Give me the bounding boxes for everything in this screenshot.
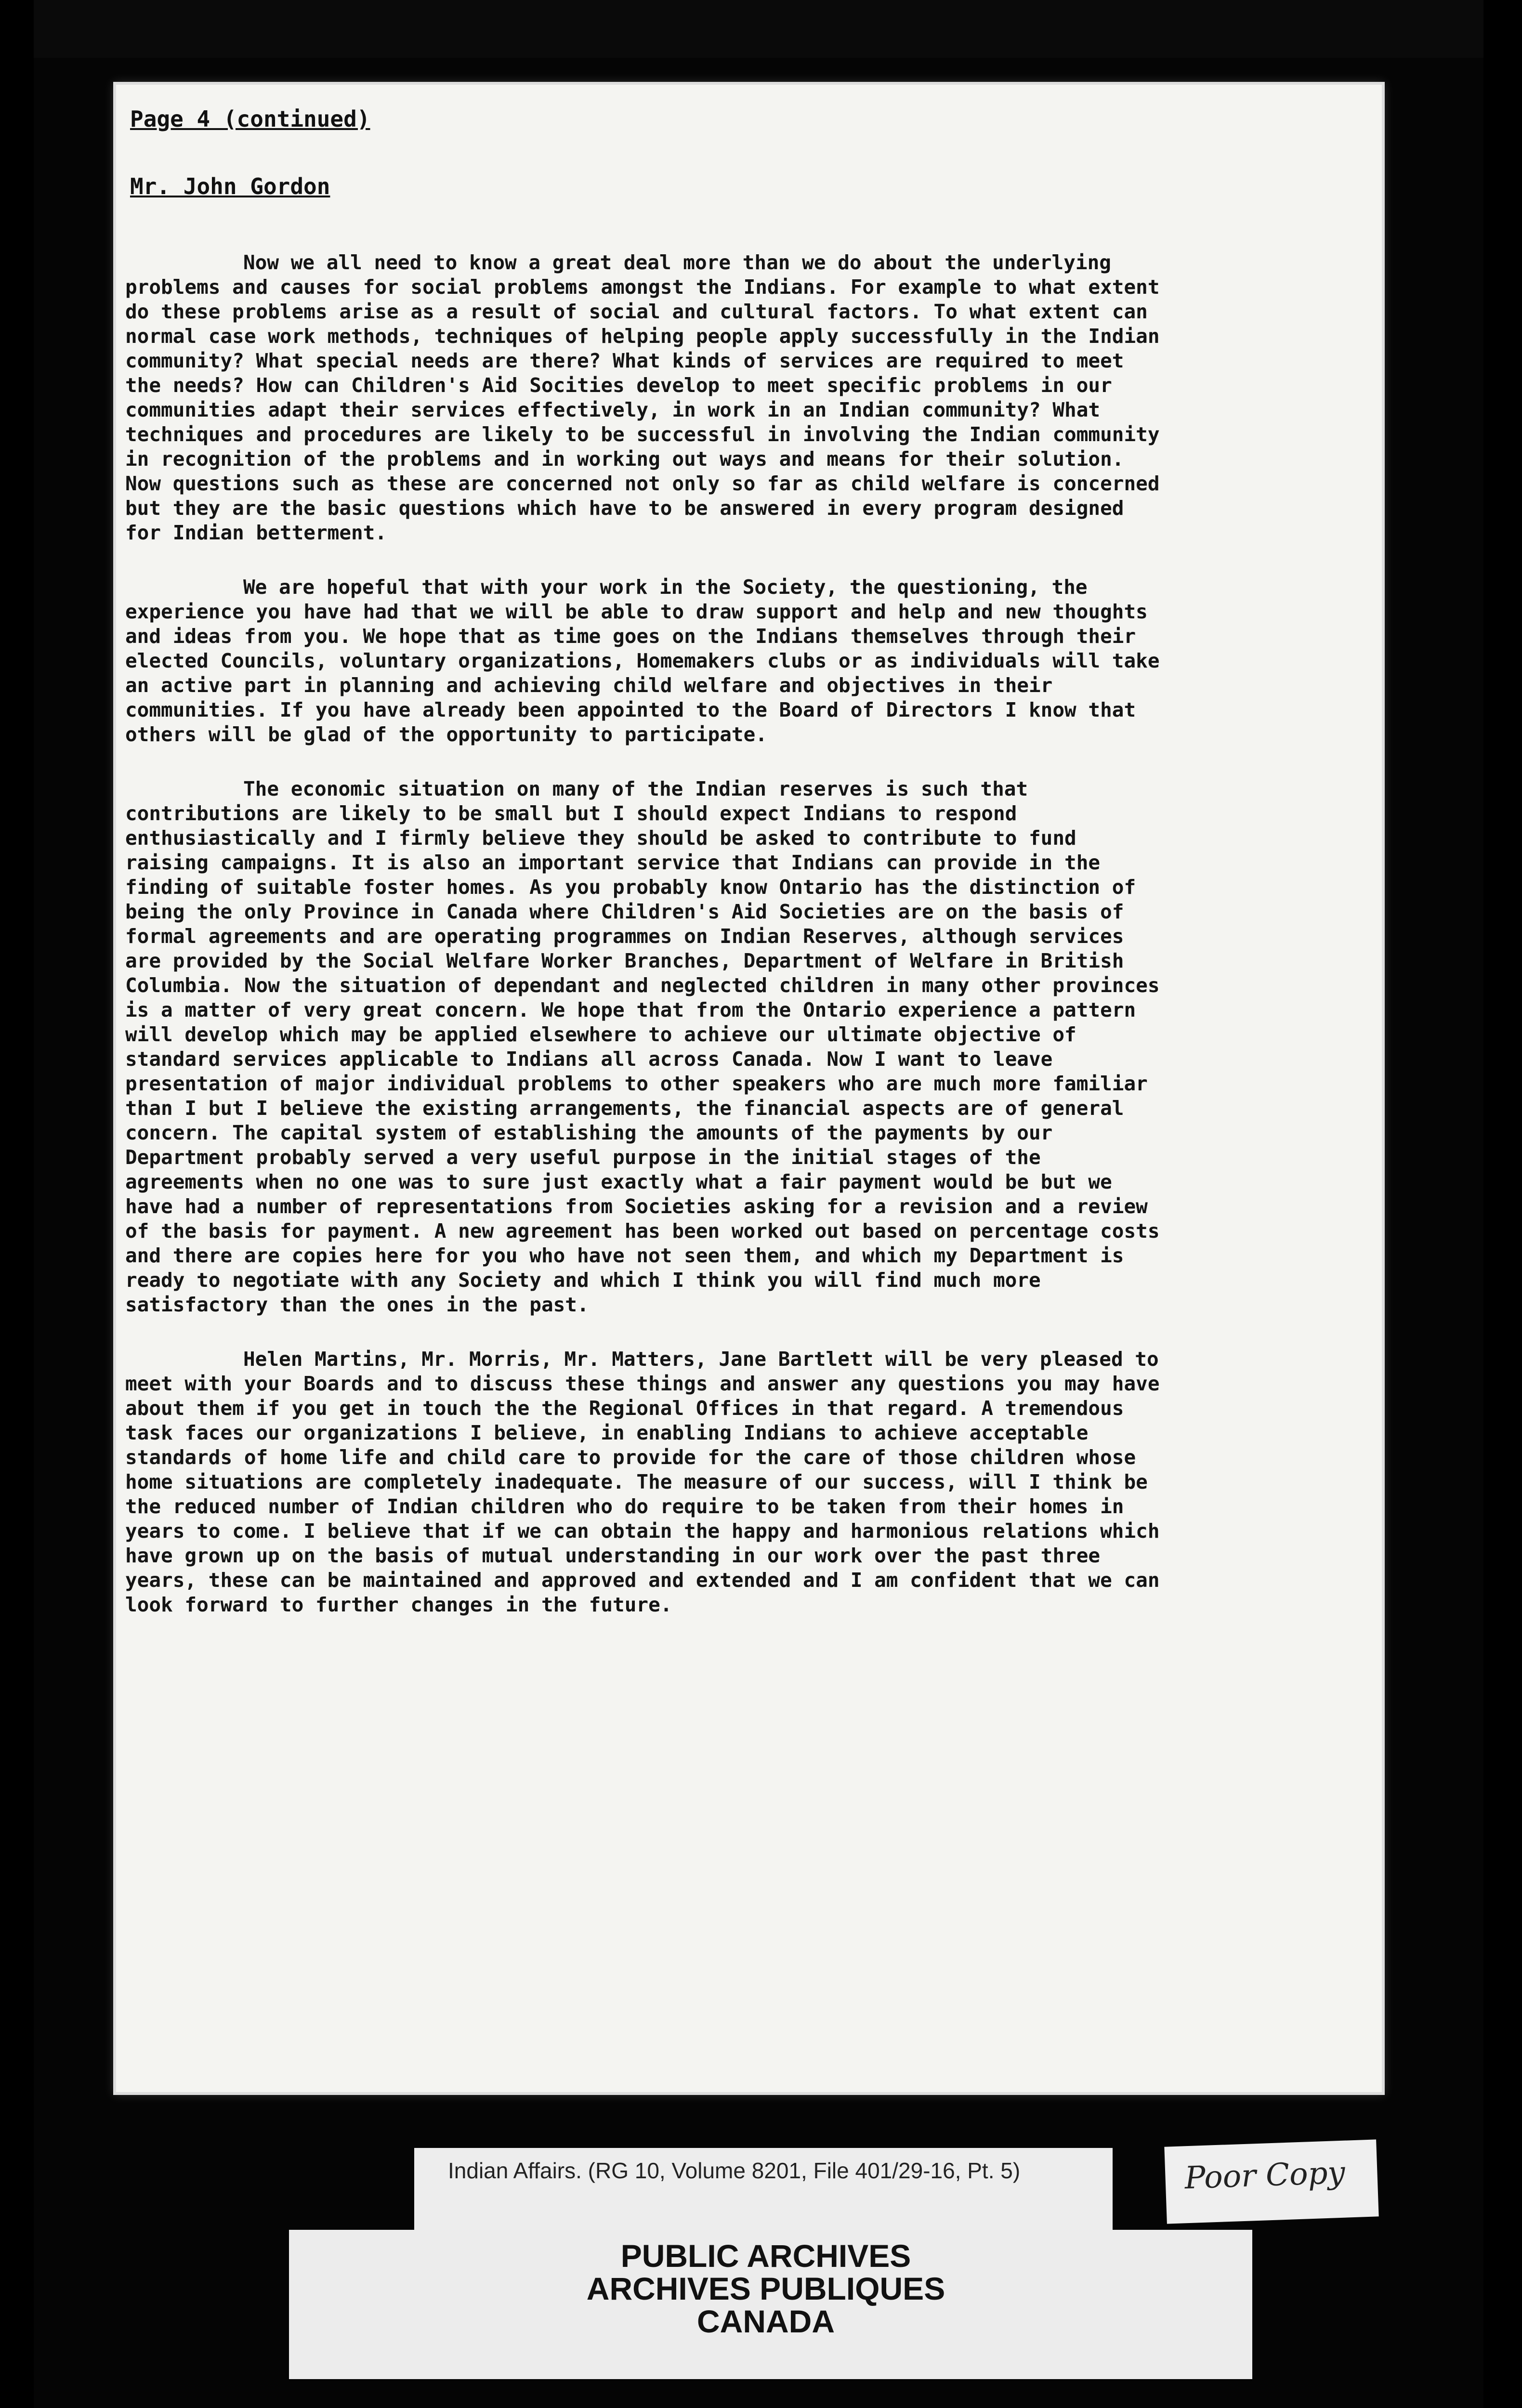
paragraph-society-work: We are hopeful that with your work in the Society, the questioning, the experience you have had that we will be able to draw support and help and new thoughts and ideas from you. We hope that as time goes on the Indians themselves through their elected Councils, voluntary organizations, Homemakers clubs or as individuals will take an active part in planning and achieving child welfare and objectives in their communities. If you have already been appointed to the Board of Directors I know that others will be glad of the opportunity to participate. xyxy=(125,576,1160,746)
stamp-line-english: PUBLIC ARCHIVES xyxy=(620,2238,911,2274)
letter-body xyxy=(125,250,1166,1647)
page-continued-heading: Page 4 (continued) xyxy=(130,106,370,132)
stamp-line-country: CANADA xyxy=(697,2303,835,2339)
film-edge-right xyxy=(1483,0,1522,2408)
archive-stamp-text xyxy=(491,2239,1040,2338)
paragraph-regional-offices: Helen Martins, Mr. Morris, Mr. Matters, Jane Bartlett will be very pleased to meet with your Boards and to discuss these things and answer any questions you may have about them if you get in touch the the Regional Offices in that regard. A tremendous task faces our organizations I believe, in enabling Indians to achieve acceptable standards of home life and child care to provide for the care of those children whose home situations are completely inadequate. The measure of our success, will I think be the reduced number of Indian children who do require to be taken from their homes in years to come. I believe that if we can obtain the happy and harmonious relations which have grown up on the basis of mutual understanding in our work over the past three years, these can be maintained and approved and extended and I am confident that we can look forward to further changes in the future. xyxy=(125,1348,1160,1616)
addressee-name: Mr. John Gordon xyxy=(130,173,330,199)
film-edge-left xyxy=(0,0,34,2408)
paragraph-economic-situation: The economic situation on many of the Indian reserves is such that contributions are likely to be small but I should expect Indians to respond enthusiastically and I firmly believe they should be asked to contribute to fund raising campaigns. It is also an important service that Indians can provide in the finding of suitable foster homes. As you probably know Ontario has the distinction of being the only Province in Canada where Children's Aid Societies are on the basis of formal agreements and are operating programmes on Indian Reserves, although services are provided by the Social Welfare Worker Branches, Department of Welfare in British Columbia. Now the situation of dependant and neglected children in many other provinces is a matter of very great concern. We hope that from the Ontario experience a pattern will develop which may be applied elsewhere to achieve our ultimate objective of standard services applicable to Indians all across Canada. Now I want to leave presentation of major individual problems to other speakers who are much more familiar than I but I believe the existing arrangements, the financial aspects are of general concern. The capital system of establishing the amounts of the payments by our Department probably served a very useful purpose in the initial stages of the agreements when no one was to sure just exactly what a fair payment would be but we have had a number of representations from Societies asking for a revision and a review of the basis for payment. A new agreement has been worked out based on percentage costs and there are copies here for you who have not seen them, and which my Department is ready to negotiate with any Society and which I think you will find much more satisfactory than the ones in the past. xyxy=(125,777,1160,1316)
poor-copy-label: Poor Copy xyxy=(1184,2155,1346,2197)
stamp-line-french: ARCHIVES PUBLIQUES xyxy=(586,2271,945,2306)
archive-reference: Indian Affairs. (RG 10, Volume 8201, File 401/29-16, Pt. 5) xyxy=(448,2158,1021,2183)
film-frame-top xyxy=(0,0,1522,58)
paragraph-underlying-problems: Now we all need to know a great deal more than we do about the underlying problems and causes for social problems amongst the Indians. For example to what extent do these problems arise as a result of social and cultural factors. To what extent can normal case work methods, techniques of helping people apply successfully in the Indian community? What special needs are there? What kinds of services are required to meet the needs? How can Children's Aid Socities develop to meet specific problems in our communities adapt their services effectively, in work in an Indian community? What techniques and procedures are likely to be successful in involving the Indian community in recognition of the problems and in working out ways and means for their solution. Now questions such as these are concerned not only so far as child welfare is concerned but they are the basic questions which have to be answered in every program designed for Indian betterment. xyxy=(125,251,1160,544)
poor-copy-note xyxy=(1164,2139,1378,2224)
